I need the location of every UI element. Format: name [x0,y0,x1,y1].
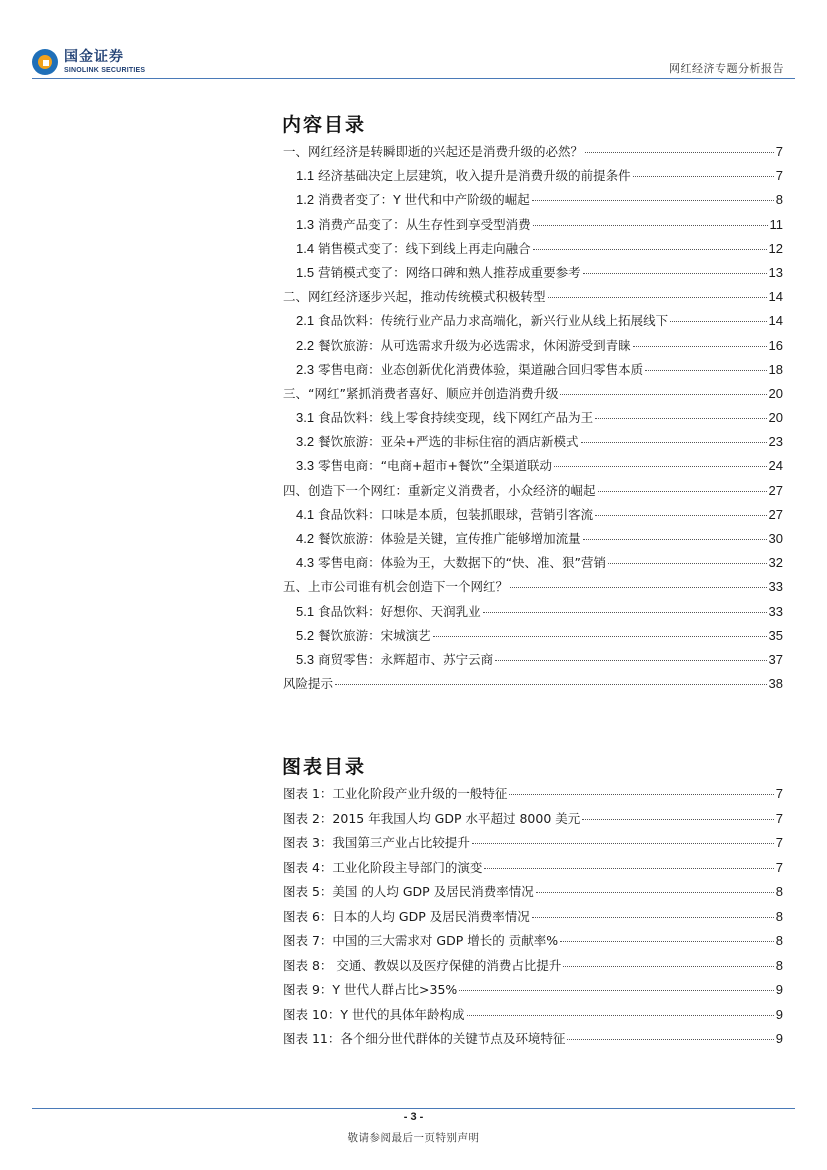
toc-entry-page: 38 [768,676,783,692]
toc-entry[interactable] [283,602,783,626]
dot-leader [567,1039,773,1040]
dot-leader [467,1015,774,1016]
dot-leader [670,321,766,322]
dot-leader [633,176,774,177]
toc-entry[interactable] [283,432,783,456]
toc-entry-page: 7 [775,144,783,159]
toc-entry-label: 食品饮料：口味是本质，包装抓眼球，营销引客流 [318,506,594,522]
toc-entry[interactable] [283,166,783,190]
toc-entry-label: 营销模式变了：网络口碑和熟人推荐成重要参考 [318,264,581,280]
toc-entry[interactable] [283,650,783,674]
toc-entry-number: 3.1 [296,410,315,426]
toc-entry-number: 1.1 [296,168,315,184]
toc-entry-page: 20 [768,385,783,401]
toc-entry-number: 4.3 [296,555,315,571]
toc-entry-label: 餐饮旅游：体验是关键，宣传推广能够增加流量 [318,531,581,546]
dot-leader [548,297,767,298]
toc-entry[interactable] [283,336,783,360]
figure-entry-page: 8 [775,957,783,973]
figure-entry-label: 图表 10：Y 世代的具体年龄构成 [283,1006,465,1022]
toc-entry-page: 12 [768,240,783,256]
dot-leader [585,152,774,153]
toc-entry[interactable] [283,263,783,287]
toc-entry-number: 5.3 [296,651,315,667]
toc-entry-number: 5.1 [296,603,315,619]
toc-entry[interactable] [283,626,783,650]
toc-entry-page: 8 [775,192,783,208]
toc-entry-number: 1.3 [296,216,315,232]
figure-entry[interactable] [283,980,783,1005]
toc-entry[interactable] [283,239,783,263]
dot-leader [560,941,774,942]
toc-entry-page: 18 [768,361,783,377]
figure-list [283,784,783,1054]
dot-leader [472,843,774,844]
toc-entry-label: 餐饮旅游：亚朵+严选的非标住宿的酒店新模式 [318,434,579,450]
figure-list-heading: 图表目录 [282,756,367,778]
header-divider [32,78,795,79]
figure-entry[interactable] [283,833,783,858]
toc-entry-number: 5.2 [296,627,315,643]
toc-entry-page: 27 [768,506,783,522]
figure-entry-page: 9 [775,982,783,997]
figure-entry-label: 图表 7：中国的三大需求对 GDP 增长的 贡献率% [283,933,559,948]
dot-leader [484,868,773,869]
figure-entry[interactable] [283,956,783,981]
dot-leader [560,394,766,395]
toc-entry[interactable] [283,674,783,698]
figure-entry[interactable] [283,907,783,932]
dot-leader [532,200,774,201]
toc-entry-page: 27 [768,482,783,498]
figure-entry-label: 图表 3：我国第三产业占比较提升 [283,835,470,850]
toc-entry-label: 销售模式变了：线下到线上再走向融合 [318,240,531,256]
dot-leader [335,684,767,685]
dot-leader [532,917,774,918]
toc-entry-number: 2.3 [296,361,315,377]
toc-entry[interactable] [283,456,783,480]
toc-entry-label: 五、上市公司谁有机会创造下一个网红？ [283,579,509,595]
toc-entry-label: 三、“网红”紧抓消费者喜好、顺应并创造消费升级 [283,385,559,401]
toc-entry-page: 37 [768,651,783,667]
toc-entry-label: 餐饮旅游：从可选需求升级为必选需求，休闲游受到青睐 [318,337,631,353]
figure-entry[interactable] [283,809,783,834]
dot-leader [563,966,773,967]
toc-entry-label: 经济基础决定上层建筑，收入提升是消费升级的前提条件 [318,168,631,184]
toc-entry-label: 二、网红经济逐步兴起，推动传统模式积极转型 [283,289,546,305]
toc-entry[interactable] [283,577,783,601]
figure-entry-page: 8 [775,933,783,948]
toc-entry-number: 4.2 [296,531,315,546]
toc-entry-label: 餐饮旅游：宋城演艺 [318,627,431,643]
figure-entry[interactable] [283,1029,783,1054]
logo-chinese-name: 国金证券 [64,49,124,65]
figure-entry-label: 图表 8： 交通、教娱以及医疗保健的消费占比提升 [283,957,562,973]
toc-entry-number: 1.4 [296,240,315,256]
toc-entry-label: 消费者变了：Y 世代和中产阶级的崛起 [318,192,530,208]
report-title: 网红经济专题分析报告 [669,62,784,75]
toc-entry-page: 11 [769,216,783,232]
toc-entry-page: 13 [768,264,783,280]
figure-entry-page: 7 [775,835,783,850]
figure-entry[interactable] [283,931,783,956]
toc-entry-label: 商贸零售：永辉超市、苏宁云商 [318,651,494,667]
toc-entry-page: 20 [768,410,783,426]
toc-list [283,142,783,698]
dot-leader [533,225,768,226]
toc-entry-number: 4.1 [296,506,315,522]
toc-entry-page: 30 [768,531,783,546]
toc-entry-page: 14 [768,313,783,329]
figure-entry-page: 7 [775,810,783,826]
figure-entry-page: 8 [775,908,783,924]
dot-leader [536,892,774,893]
figure-entry-page: 9 [775,1031,783,1046]
dot-leader [533,249,767,250]
page-number: - 3 - [403,1111,424,1123]
figure-entry-label: 图表 6：日本的人均 GDP 及居民消费率情况 [283,908,530,924]
toc-entry-label: 食品饮料：传统行业产品力求高端化，新兴行业从线上拓展线下 [318,313,669,329]
dot-leader [595,418,766,419]
dot-leader [509,794,773,795]
toc-entry[interactable] [283,481,783,505]
toc-entry-number: 1.5 [296,264,315,280]
toc-entry-number: 3.2 [296,434,315,450]
toc-entry-page: 23 [768,434,783,450]
toc-entry-number: 1.2 [296,192,315,208]
toc-entry[interactable] [283,384,783,408]
dot-leader [483,612,767,613]
toc-entry[interactable] [283,529,783,553]
toc-entry-page: 32 [768,555,783,571]
toc-entry[interactable] [283,311,783,335]
figure-entry[interactable] [283,1005,783,1030]
dot-leader [633,346,767,347]
toc-heading: 内容目录 [282,114,367,136]
logo-icon [32,49,58,75]
toc-entry[interactable] [283,553,783,577]
figure-entry-label: 图表 2：2015 年我国人均 GDP 水平超过 8000 美元 [283,810,581,826]
toc-entry-page: 7 [775,168,783,184]
figure-entry-label: 图表 4：工业化阶段主导部门的演变 [283,859,483,875]
dot-leader [554,466,767,467]
figure-entry-page: 7 [775,786,783,801]
toc-entry[interactable] [283,142,783,166]
toc-entry-page: 33 [768,603,783,619]
figure-entry-label: 图表 1：工业化阶段产业升级的一般特征 [283,786,508,801]
toc-entry-label: 风险提示 [283,676,334,692]
toc-entry-label: 一、网红经济是转瞬即逝的兴起还是消费升级的必然？ [283,144,584,159]
figure-entry[interactable] [283,784,783,809]
toc-entry-label: 消费产品变了：从生存性到享受型消费 [318,216,531,232]
toc-entry[interactable] [283,360,783,384]
figure-entry-page: 8 [775,884,783,899]
footer-divider [32,1108,795,1109]
dot-leader [595,515,766,516]
toc-entry[interactable] [283,287,783,311]
figure-entry-label: 图表 11：各个细分世代群体的关键节点及环境特征 [283,1031,566,1046]
company-logo [32,47,145,77]
toc-entry-label: 零售电商：体验为王，大数据下的“快、准、狠”营销 [318,555,607,571]
toc-entry-label: 食品饮料：线上零食持续变现，线下网红产品为王 [318,410,594,426]
disclaimer-note: 敬请参阅最后一页特别声明 [347,1132,480,1144]
logo-english-name: SINOLINK SECURITIES [64,67,146,74]
dot-leader [510,587,767,588]
toc-entry-label: 零售电商：业态创新优化消费体验，渠道融合回归零售本质 [318,361,644,377]
toc-entry-label: 四、创造下一个网红：重新定义消费者，小众经济的崛起 [283,482,596,498]
figure-entry-label: 图表 5：美国 的人均 GDP 及居民消费率情况 [283,884,534,899]
dot-leader [645,370,766,371]
toc-entry-label: 食品饮料：好想你、天润乳业 [318,603,481,619]
dot-leader [583,273,767,274]
toc-entry[interactable] [283,505,783,529]
toc-entry[interactable] [283,215,783,239]
figure-entry[interactable] [283,858,783,883]
dot-leader [581,442,767,443]
toc-entry[interactable] [283,408,783,432]
toc-entry-page: 35 [768,627,783,643]
figure-entry-label: 图表 9：Y 世代人群占比>35% [283,982,458,997]
toc-entry-page: 24 [768,458,783,474]
dot-leader [583,539,767,540]
dot-leader [598,491,767,492]
dot-leader [582,819,773,820]
toc-entry-page: 14 [768,289,783,305]
dot-leader [495,660,766,661]
dot-leader [433,636,767,637]
toc-entry-page: 16 [768,337,783,353]
toc-entry-number: 2.1 [296,313,315,329]
dot-leader [608,563,767,564]
figure-entry-page: 7 [775,859,783,875]
dot-leader [459,990,773,991]
figure-entry[interactable] [283,882,783,907]
toc-entry-label: 零售电商：“电商+超市+餐饮”全渠道联动 [318,458,552,474]
toc-entry-number: 2.2 [296,337,315,353]
toc-entry-number: 3.3 [296,458,315,474]
toc-entry-page: 33 [768,579,783,595]
figure-entry-page: 9 [775,1006,783,1022]
toc-entry[interactable] [283,190,783,214]
